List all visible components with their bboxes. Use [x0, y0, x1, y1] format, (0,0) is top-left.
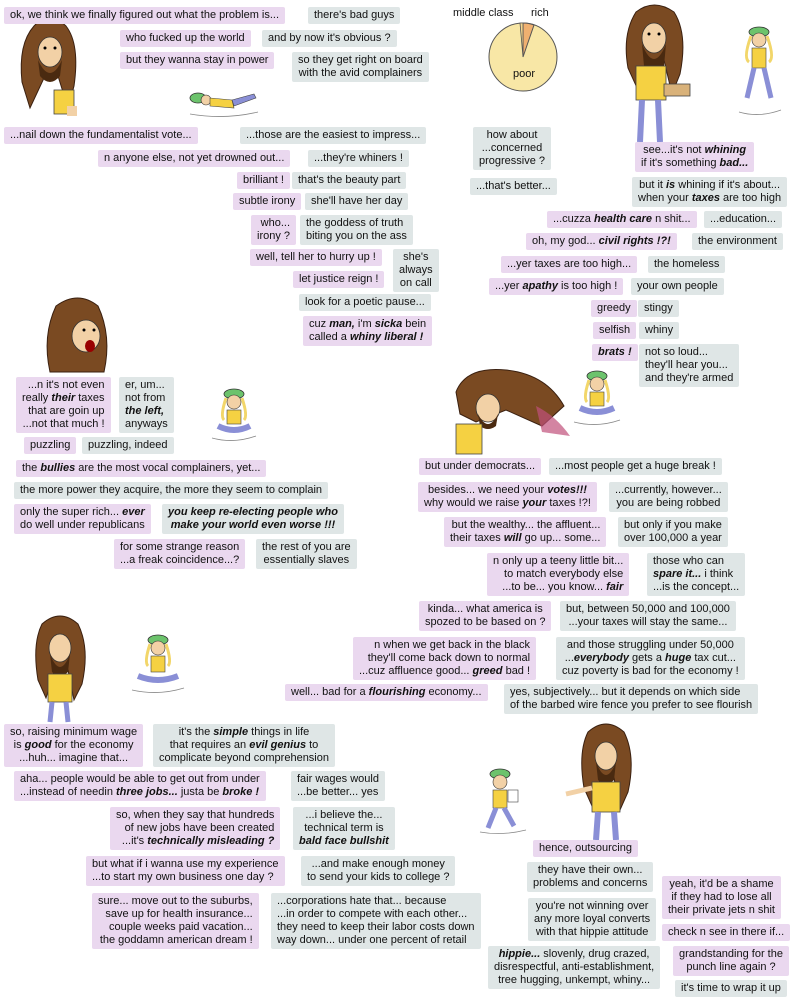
floating-character-4: [572, 368, 622, 426]
speech-bubble: there's bad guys: [308, 7, 400, 24]
speech-bubble: well... bad for a flourishing economy...: [285, 684, 488, 701]
speech-bubble: n when we get back in the black they'll come back down to normal ...cuz affluence good... greed bad !: [353, 637, 536, 680]
floating-character-2: [735, 18, 787, 118]
speech-bubble: ...and make enough money to send your kids to college ?: [301, 856, 455, 886]
speech-bubble: it's time to wrap it up: [675, 980, 787, 997]
speech-bubble: not so loud... they'll hear you... and they're armed: [639, 344, 739, 387]
speech-bubble: but they wanna stay in power: [120, 52, 274, 69]
speech-bubble: you're not winning over any more loyal converts with that hippie attitude: [528, 898, 656, 941]
speech-bubble: see...it's not whining if it's something bad...: [635, 142, 754, 172]
speech-bubble: she's always on call: [393, 249, 439, 292]
speech-bubble: subtle irony: [233, 193, 301, 210]
speech-bubble: for some strange reason ...a freak coincidence...?: [114, 539, 245, 569]
speech-bubble: well, tell her to hurry up !: [250, 249, 382, 266]
speech-bubble: n anyone else, not yet drowned out...: [98, 150, 290, 167]
speech-bubble: let justice reign !: [293, 271, 384, 288]
speech-bubble: yes, subjectively... but it depends on which side of the barbed wire fence you prefer to see flourish: [504, 684, 758, 714]
floating-character-6: [478, 764, 528, 836]
pie-label-poor: poor: [513, 68, 536, 80]
speech-bubble: fair wages would ...be better... yes: [291, 771, 385, 801]
speech-bubble: the rest of you are essentially slaves: [256, 539, 357, 569]
speech-bubble: so they get right on board with the avid complainers: [292, 52, 429, 82]
speech-bubble: ...yer apathy is too high !: [489, 278, 623, 295]
speech-bubble: n only up a teeny little bit... to match everybody else ...to be... you know... fair: [487, 553, 629, 596]
hippie-character-1: [14, 16, 84, 126]
speech-bubble: sure... move out to the suburbs, save up for health insurance... couple weeks paid vacation... the goddamn american dream !: [92, 893, 259, 949]
speech-bubble: hippie... slovenly, drug crazed, disrespectful, anti-establishment, tree hugging, unkempt, whiny...: [488, 946, 660, 989]
speech-bubble: brats !: [592, 344, 638, 361]
speech-bubble: you keep re-electing people who make your world even worse !!!: [162, 504, 344, 534]
speech-bubble: ...most people get a huge break !: [549, 458, 722, 475]
speech-bubble: yeah, it'd be a shame if they had to lose all their private jets n shit: [662, 876, 781, 919]
speech-bubble: but, between 50,000 and 100,000 ...your taxes will stay the same...: [560, 601, 736, 631]
speech-bubble: that's the beauty part: [292, 172, 406, 189]
speech-bubble: greedy: [591, 300, 637, 317]
speech-bubble: but what if i wanna use my experience ...to start my own business one day ?: [86, 856, 285, 886]
speech-bubble: selfish: [593, 322, 636, 339]
speech-bubble: the bullies are the most vocal complainers, yet...: [16, 460, 266, 477]
speech-bubble: ...education...: [704, 211, 782, 228]
speech-bubble: who fucked up the world: [120, 30, 251, 47]
speech-bubble: and those struggling under 50,000 ...everybody gets a huge tax cut... cuz poverty is bad for the economy !: [556, 637, 745, 680]
speech-bubble: the more power they acquire, the more they seem to complain: [14, 482, 328, 499]
speech-bubble: er, um... not from the left, anyways: [119, 377, 174, 433]
wealth-pie-chart: [487, 21, 559, 93]
hippie-character-2: [618, 4, 694, 144]
speech-bubble: brilliant !: [237, 172, 290, 189]
speech-bubble: only the super rich... ever do well under republicans: [14, 504, 151, 534]
speech-bubble: puzzling: [24, 437, 76, 454]
speech-bubble: she'll have her day: [305, 193, 408, 210]
speech-bubble: cuz man, i'm sicka bein called a whiny liberal !: [303, 316, 432, 346]
speech-bubble: so, when they say that hundreds of new jobs have been created ...it's technically misleading ?: [110, 807, 280, 850]
speech-bubble: your own people: [631, 278, 724, 295]
speech-bubble: how about ...concerned progressive ?: [473, 127, 551, 170]
speech-bubble: ...n it's not even really their taxes that are goin up ...not that much !: [16, 377, 111, 433]
speech-bubble: kinda... what america is spozed to be based on ?: [419, 601, 551, 631]
speech-bubble: hence, outsourcing: [533, 840, 638, 857]
speech-bubble: besides... we need your votes!!! why would we raise your taxes !?!: [418, 482, 597, 512]
speech-bubble: it's the simple things in life that requires an evil genius to complicate beyond comprehension: [153, 724, 335, 767]
floating-character-1: [188, 84, 260, 120]
speech-bubble: ...currently, however... you are being robbed: [609, 482, 728, 512]
speech-bubble: ...corporations hate that... because ...in order to compete with each other... they need to keep their labor costs down way down... under one percent of retail: [271, 893, 481, 949]
pie-label-middle-class: middle class: [453, 7, 514, 19]
speech-bubble: they have their own... problems and concerns: [527, 862, 653, 892]
speech-bubble: stingy: [638, 300, 679, 317]
speech-bubble: aha... people would be able to get out from under ...instead of needin three jobs... justa be broke !: [14, 771, 266, 801]
speech-bubble: the goddess of truth biting you on the ass: [300, 215, 413, 245]
pie-label-rich: rich: [531, 7, 549, 19]
speech-bubble: ok, we think we finally figured out what the problem is...: [4, 7, 285, 24]
floating-character-5: [130, 632, 186, 696]
hippie-character-6: [560, 722, 640, 842]
speech-bubble: those who can spare it... i think ...is the concept...: [647, 553, 745, 596]
speech-bubble: but the wealthy... the affluent... their taxes will go up... some...: [444, 517, 606, 547]
hippie-character-4: [446, 366, 572, 462]
speech-bubble: but only if you make over 100,000 a year: [618, 517, 728, 547]
speech-bubble: but under democrats...: [419, 458, 541, 475]
speech-bubble: ...they're whiners !: [308, 150, 409, 167]
speech-bubble: and by now it's obvious ?: [262, 30, 397, 47]
floating-character-3: [210, 386, 258, 442]
speech-bubble: ...that's better...: [470, 178, 557, 195]
hippie-character-3: [40, 296, 116, 376]
speech-bubble: the homeless: [648, 256, 725, 273]
speech-bubble: check n see in there if...: [662, 924, 790, 941]
speech-bubble: ...i believe the... technical term is bald face bullshit: [293, 807, 395, 850]
speech-bubble: puzzling, indeed: [82, 437, 174, 454]
speech-bubble: so, raising minimum wage is good for the economy ...huh... imagine that...: [4, 724, 143, 767]
speech-bubble: oh, my god... civil rights !?!: [526, 233, 677, 250]
speech-bubble: ...yer taxes are too high...: [501, 256, 637, 273]
speech-bubble: the environment: [692, 233, 783, 250]
speech-bubble: ...cuzza health care n shit...: [547, 211, 697, 228]
speech-bubble: but it is whining if it's about... when your taxes are too high: [632, 177, 787, 207]
speech-bubble: look for a poetic pause...: [299, 294, 431, 311]
speech-bubble: who... irony ?: [251, 215, 296, 245]
speech-bubble: grandstanding for the punch line again ?: [673, 946, 789, 976]
speech-bubble: whiny: [639, 322, 679, 339]
speech-bubble: ...nail down the fundamentalist vote...: [4, 127, 198, 144]
hippie-character-5: [30, 614, 90, 724]
speech-bubble: ...those are the easiest to impress...: [240, 127, 426, 144]
